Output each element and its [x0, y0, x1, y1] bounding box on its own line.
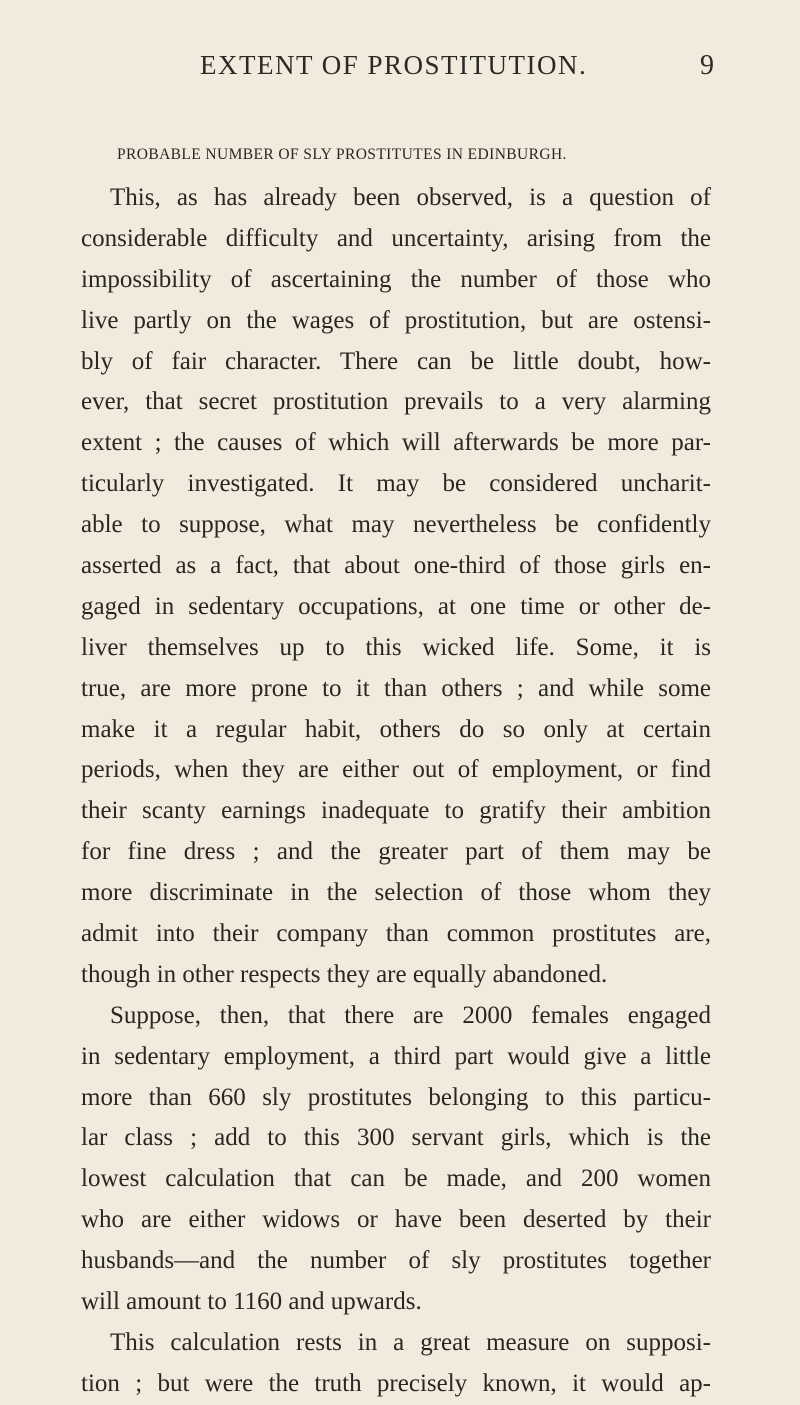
text-line: periods, when they are either out of employment, or find [81, 756, 711, 784]
text-line: live partly on the wages of prostitution, but are ostensi- [81, 306, 711, 334]
text-line: This, as has already been observed, is a question of [110, 184, 711, 211]
text-line: who are either widows or have been deserted by their [81, 1206, 711, 1234]
running-title: EXTENT OF PROSTITUTION. [200, 50, 588, 80]
text-line: gaged in sedentary occupations, at one time or other de- [81, 592, 711, 620]
text-line: for fine dress ; and the greater part of them may be [81, 838, 711, 866]
text-line: will amount to 1160 and upwards. [81, 1288, 422, 1316]
text-line: extent ; the causes of which will afterwards be more par- [81, 429, 711, 457]
text-line: bly of fair character. There can be little doubt, how- [81, 347, 711, 375]
text-line: impossibility of ascertaining the number of those who [81, 265, 711, 293]
text-line: more than 660 sly prostitutes belonging to this particu- [81, 1083, 711, 1111]
text-line: ever, that secret prostitution prevails to a very alarming [81, 388, 711, 416]
page-number: 9 [700, 50, 714, 81]
text-line: able to suppose, what may nevertheless be confidently [81, 511, 711, 539]
text-line: lowest calculation that can be made, and 200 women [81, 1165, 711, 1193]
section-heading: PROBABLE NUMBER OF SLY PROSTITUTES IN EDINBURGH. [117, 146, 567, 163]
text-line: admit into their company than common prostitutes are, [81, 920, 711, 948]
text-line: considerable difficulty and uncertainty, arising from the [81, 224, 711, 252]
text-line: tion ; but were the truth precisely known, it would ap- [81, 1369, 711, 1397]
text-line: ticularly investigated. It may be considered uncharit- [81, 470, 711, 498]
text-line: liver themselves up to this wicked life. Some, it is [81, 633, 711, 661]
text-line: asserted as a fact, that about one-third of those girls en- [81, 552, 711, 580]
text-line: their scanty earnings inadequate to gratify their ambition [81, 797, 711, 825]
text-line: true, are more prone to it than others ; and while some [81, 674, 711, 702]
text-line: more discriminate in the selection of those whom they [81, 879, 711, 907]
text-line: though in other respects they are equally abandoned. [81, 960, 608, 988]
text-line: in sedentary employment, a third part would give a little [81, 1042, 711, 1070]
text-line: lar class ; add to this 300 servant girls, which is the [81, 1124, 711, 1152]
body-text [81, 178, 711, 1405]
text-line: This calculation rests in a great measure on supposi- [110, 1328, 711, 1356]
text-line: husbands—and the number of sly prostitutes together [81, 1247, 711, 1275]
running-head [0, 50, 800, 90]
text-line: Suppose, then, that there are 2000 females engaged [110, 1001, 711, 1029]
text-line: make it a regular habit, others do so only at certain [81, 715, 711, 743]
